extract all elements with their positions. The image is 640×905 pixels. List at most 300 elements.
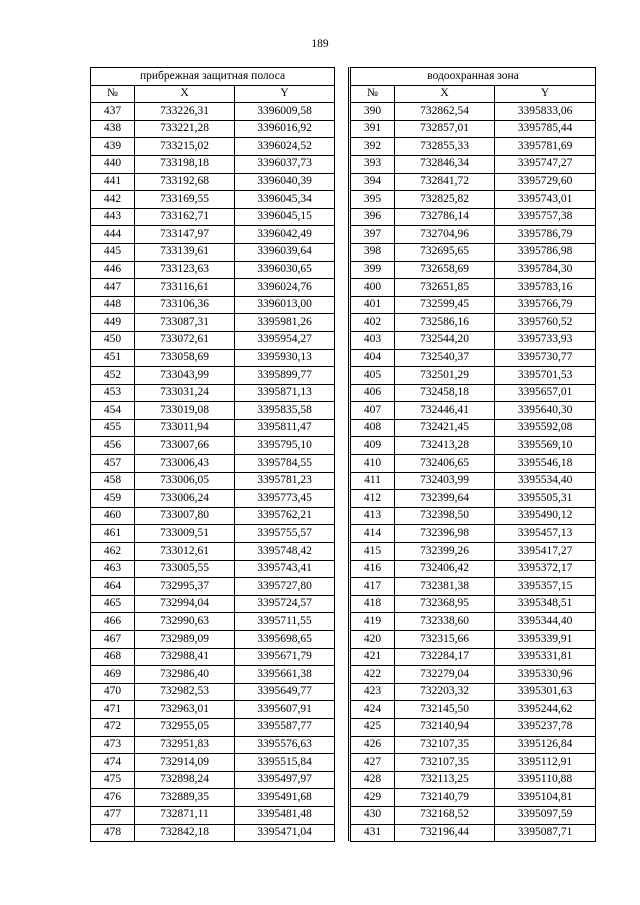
coordinate-x: 732898,24 bbox=[135, 771, 235, 789]
table-row bbox=[351, 525, 596, 543]
point-number: 424 bbox=[351, 701, 395, 719]
table-row bbox=[91, 736, 335, 754]
coordinate-y: 3395471,04 bbox=[235, 824, 335, 842]
coordinate-x: 733007,66 bbox=[135, 437, 235, 455]
table-row bbox=[91, 437, 335, 455]
coordinate-y: 3395781,69 bbox=[495, 138, 596, 156]
point-number: 413 bbox=[351, 507, 395, 525]
coordinate-y: 3395657,01 bbox=[495, 384, 596, 402]
coordinate-x: 733006,43 bbox=[135, 455, 235, 473]
coordinate-x: 732140,94 bbox=[395, 718, 495, 736]
coordinate-x: 732544,20 bbox=[395, 331, 495, 349]
coordinate-y: 3395505,31 bbox=[495, 490, 596, 508]
coordinate-y: 3395773,45 bbox=[235, 490, 335, 508]
coordinate-x: 732107,35 bbox=[395, 736, 495, 754]
point-number: 391 bbox=[351, 120, 395, 138]
point-number: 393 bbox=[351, 155, 395, 173]
column-header-x: X bbox=[135, 85, 235, 103]
coordinate-y: 3396024,76 bbox=[235, 279, 335, 297]
coordinate-y: 3396016,92 bbox=[235, 120, 335, 138]
point-number: 430 bbox=[351, 806, 395, 824]
coordinate-x: 732406,65 bbox=[395, 455, 495, 473]
coordinate-y: 3395795,10 bbox=[235, 437, 335, 455]
point-number: 459 bbox=[91, 490, 135, 508]
table-row bbox=[91, 419, 335, 437]
coordinate-y: 3395481,48 bbox=[235, 806, 335, 824]
coordinate-x: 732203,32 bbox=[395, 683, 495, 701]
table-row bbox=[91, 754, 335, 772]
coordinate-y: 3396024,52 bbox=[235, 138, 335, 156]
table-row bbox=[351, 613, 596, 631]
coordinate-y: 3395747,27 bbox=[495, 155, 596, 173]
table-row bbox=[91, 103, 335, 121]
coordinate-y: 3395104,81 bbox=[495, 789, 596, 807]
coordinate-x: 732140,79 bbox=[395, 789, 495, 807]
coordinate-y: 3395743,01 bbox=[495, 191, 596, 209]
table-row bbox=[91, 806, 335, 824]
coordinate-x: 733007,80 bbox=[135, 507, 235, 525]
point-number: 405 bbox=[351, 367, 395, 385]
coordinate-y: 3395587,77 bbox=[235, 718, 335, 736]
point-number: 403 bbox=[351, 331, 395, 349]
table-row bbox=[91, 631, 335, 649]
coordinate-x: 733043,99 bbox=[135, 367, 235, 385]
coordinate-x: 732446,41 bbox=[395, 402, 495, 420]
point-number: 478 bbox=[91, 824, 135, 842]
table-row bbox=[91, 595, 335, 613]
table-row bbox=[91, 648, 335, 666]
point-number: 415 bbox=[351, 543, 395, 561]
point-number: 446 bbox=[91, 261, 135, 279]
table-row bbox=[351, 683, 596, 701]
coordinate-y: 3395491,68 bbox=[235, 789, 335, 807]
water-protection-zone-table bbox=[350, 67, 596, 842]
table-row bbox=[351, 226, 596, 244]
table-row bbox=[91, 120, 335, 138]
coordinate-y: 3395954,27 bbox=[235, 331, 335, 349]
coordinate-y: 3396009,58 bbox=[235, 103, 335, 121]
coordinate-x: 732196,44 bbox=[395, 824, 495, 842]
point-number: 464 bbox=[91, 578, 135, 596]
point-number: 418 bbox=[351, 595, 395, 613]
table-row bbox=[91, 701, 335, 719]
point-number: 397 bbox=[351, 226, 395, 244]
coordinate-y: 3395592,08 bbox=[495, 419, 596, 437]
table-row bbox=[351, 261, 596, 279]
point-number: 473 bbox=[91, 736, 135, 754]
table-row bbox=[351, 771, 596, 789]
point-number: 458 bbox=[91, 472, 135, 490]
table-row bbox=[91, 455, 335, 473]
coordinate-x: 732501,29 bbox=[395, 367, 495, 385]
coordinate-y: 3395755,57 bbox=[235, 525, 335, 543]
coordinate-y: 3395762,21 bbox=[235, 507, 335, 525]
table-row bbox=[351, 155, 596, 173]
point-number: 423 bbox=[351, 683, 395, 701]
coordinate-x: 732651,85 bbox=[395, 279, 495, 297]
point-number: 467 bbox=[91, 631, 135, 649]
coordinate-x: 732145,50 bbox=[395, 701, 495, 719]
coordinate-x: 732842,18 bbox=[135, 824, 235, 842]
point-number: 441 bbox=[91, 173, 135, 191]
coordinate-y: 3395981,26 bbox=[235, 314, 335, 332]
coordinate-y: 3395490,12 bbox=[495, 507, 596, 525]
table-row bbox=[351, 543, 596, 561]
coordinate-x: 732338,60 bbox=[395, 613, 495, 631]
coordinate-x: 732406,42 bbox=[395, 560, 495, 578]
table-row bbox=[91, 173, 335, 191]
table-row bbox=[351, 314, 596, 332]
column-header-number: № bbox=[91, 85, 135, 103]
coordinate-x: 732399,64 bbox=[395, 490, 495, 508]
point-number: 460 bbox=[91, 507, 135, 525]
coordinate-y: 3395372,17 bbox=[495, 560, 596, 578]
coordinate-x: 733106,36 bbox=[135, 296, 235, 314]
table-row bbox=[351, 631, 596, 649]
coordinate-y: 3395301,63 bbox=[495, 683, 596, 701]
table-row bbox=[351, 331, 596, 349]
point-number: 421 bbox=[351, 648, 395, 666]
point-number: 407 bbox=[351, 402, 395, 420]
table-row bbox=[351, 419, 596, 437]
point-number: 448 bbox=[91, 296, 135, 314]
coordinate-y: 3395348,51 bbox=[495, 595, 596, 613]
coordinate-x: 732989,09 bbox=[135, 631, 235, 649]
coordinate-y: 3395786,98 bbox=[495, 243, 596, 261]
coordinate-y: 3396030,65 bbox=[235, 261, 335, 279]
coordinate-y: 3395457,13 bbox=[495, 525, 596, 543]
table-row bbox=[91, 613, 335, 631]
coordinate-y: 3395607,91 bbox=[235, 701, 335, 719]
coordinate-y: 3395833,06 bbox=[495, 103, 596, 121]
coordinate-x: 732315,66 bbox=[395, 631, 495, 649]
table-row bbox=[351, 806, 596, 824]
point-number: 410 bbox=[351, 455, 395, 473]
point-number: 463 bbox=[91, 560, 135, 578]
point-number: 468 bbox=[91, 648, 135, 666]
table-row bbox=[351, 384, 596, 402]
point-number: 408 bbox=[351, 419, 395, 437]
point-number: 392 bbox=[351, 138, 395, 156]
point-number: 399 bbox=[351, 261, 395, 279]
table-row bbox=[351, 138, 596, 156]
coordinate-x: 733169,55 bbox=[135, 191, 235, 209]
coordinate-x: 732413,28 bbox=[395, 437, 495, 455]
point-number: 416 bbox=[351, 560, 395, 578]
coordinate-x: 732284,17 bbox=[395, 648, 495, 666]
point-number: 411 bbox=[351, 472, 395, 490]
point-number: 425 bbox=[351, 718, 395, 736]
coordinate-y: 3395698,65 bbox=[235, 631, 335, 649]
point-number: 409 bbox=[351, 437, 395, 455]
table-row bbox=[91, 560, 335, 578]
table-row bbox=[351, 578, 596, 596]
point-number: 417 bbox=[351, 578, 395, 596]
coordinate-x: 732995,37 bbox=[135, 578, 235, 596]
coordinate-x: 732951,83 bbox=[135, 736, 235, 754]
table-row bbox=[351, 349, 596, 367]
coordinate-x: 732399,26 bbox=[395, 543, 495, 561]
coordinate-y: 3395835,58 bbox=[235, 402, 335, 420]
coordinate-y: 3395784,55 bbox=[235, 455, 335, 473]
coordinate-y: 3395786,79 bbox=[495, 226, 596, 244]
table-row bbox=[91, 402, 335, 420]
point-number: 462 bbox=[91, 543, 135, 561]
coordinate-x: 732982,53 bbox=[135, 683, 235, 701]
coordinate-x: 732381,38 bbox=[395, 578, 495, 596]
coordinate-x: 732421,45 bbox=[395, 419, 495, 437]
coordinate-y: 3395515,84 bbox=[235, 754, 335, 772]
table-row bbox=[351, 243, 596, 261]
coordinate-y: 3395785,44 bbox=[495, 120, 596, 138]
table-row bbox=[91, 490, 335, 508]
coordinate-y: 3395733,93 bbox=[495, 331, 596, 349]
coordinate-x: 732963,01 bbox=[135, 701, 235, 719]
coordinate-y: 3395649,77 bbox=[235, 683, 335, 701]
point-number: 461 bbox=[91, 525, 135, 543]
coordinate-y: 3395330,96 bbox=[495, 666, 596, 684]
table-title: водоохранная зона bbox=[351, 68, 596, 86]
point-number: 452 bbox=[91, 367, 135, 385]
table-row bbox=[91, 279, 335, 297]
coordinate-x: 732841,72 bbox=[395, 173, 495, 191]
point-number: 442 bbox=[91, 191, 135, 209]
coordinate-x: 733192,68 bbox=[135, 173, 235, 191]
coordinate-y: 3395743,41 bbox=[235, 560, 335, 578]
coordinate-y: 3395497,97 bbox=[235, 771, 335, 789]
table-row bbox=[91, 525, 335, 543]
point-number: 439 bbox=[91, 138, 135, 156]
coordinate-y: 3395729,60 bbox=[495, 173, 596, 191]
coordinate-y: 3395701,53 bbox=[495, 367, 596, 385]
coordinate-y: 3395727,80 bbox=[235, 578, 335, 596]
table-row bbox=[351, 560, 596, 578]
coordinate-y: 3395576,63 bbox=[235, 736, 335, 754]
table-row bbox=[91, 718, 335, 736]
table-row bbox=[91, 208, 335, 226]
column-header-number: № bbox=[351, 85, 395, 103]
coordinate-y: 3395339,91 bbox=[495, 631, 596, 649]
table-row bbox=[351, 191, 596, 209]
table-row bbox=[351, 666, 596, 684]
point-number: 449 bbox=[91, 314, 135, 332]
coordinate-x: 733162,71 bbox=[135, 208, 235, 226]
point-number: 469 bbox=[91, 666, 135, 684]
coordinate-x: 732825,82 bbox=[395, 191, 495, 209]
table-row bbox=[91, 666, 335, 684]
table-row bbox=[91, 191, 335, 209]
coordinate-y: 3395534,40 bbox=[495, 472, 596, 490]
coordinate-x: 733139,61 bbox=[135, 243, 235, 261]
point-number: 420 bbox=[351, 631, 395, 649]
coordinate-x: 733087,31 bbox=[135, 314, 235, 332]
coordinate-y: 3395546,18 bbox=[495, 455, 596, 473]
coordinate-x: 732695,65 bbox=[395, 243, 495, 261]
table-row bbox=[351, 789, 596, 807]
table-row bbox=[351, 120, 596, 138]
point-number: 437 bbox=[91, 103, 135, 121]
table-row bbox=[351, 701, 596, 719]
table-row bbox=[91, 296, 335, 314]
point-number: 445 bbox=[91, 243, 135, 261]
coordinate-x: 733147,97 bbox=[135, 226, 235, 244]
coastal-protection-strip-table bbox=[90, 67, 335, 842]
point-number: 474 bbox=[91, 754, 135, 772]
coordinate-y: 3396042,49 bbox=[235, 226, 335, 244]
table-row bbox=[91, 771, 335, 789]
table-row bbox=[91, 683, 335, 701]
point-number: 406 bbox=[351, 384, 395, 402]
coordinate-x: 732871,11 bbox=[135, 806, 235, 824]
table-row bbox=[351, 455, 596, 473]
table-title: прибрежная защитная полоса bbox=[91, 68, 335, 86]
table-row bbox=[351, 824, 596, 842]
point-number: 443 bbox=[91, 208, 135, 226]
table-row bbox=[351, 208, 596, 226]
coordinate-x: 733072,61 bbox=[135, 331, 235, 349]
table-row bbox=[351, 296, 596, 314]
coordinate-x: 732955,05 bbox=[135, 718, 235, 736]
coordinate-y: 3395244,62 bbox=[495, 701, 596, 719]
coordinate-y: 3395671,79 bbox=[235, 648, 335, 666]
coordinate-y: 3395640,30 bbox=[495, 402, 596, 420]
point-number: 456 bbox=[91, 437, 135, 455]
coordinate-x: 732846,34 bbox=[395, 155, 495, 173]
coordinate-x: 732988,41 bbox=[135, 648, 235, 666]
point-number: 475 bbox=[91, 771, 135, 789]
coordinate-x: 732857,01 bbox=[395, 120, 495, 138]
table-row bbox=[91, 226, 335, 244]
coordinate-x: 732107,35 bbox=[395, 754, 495, 772]
point-number: 454 bbox=[91, 402, 135, 420]
coordinate-y: 3395237,78 bbox=[495, 718, 596, 736]
coordinate-y: 3396040,39 bbox=[235, 173, 335, 191]
coordinate-y: 3395357,15 bbox=[495, 578, 596, 596]
table-row bbox=[91, 578, 335, 596]
coordinate-y: 3395748,42 bbox=[235, 543, 335, 561]
coordinate-y: 3395783,16 bbox=[495, 279, 596, 297]
coordinate-x: 732990,63 bbox=[135, 613, 235, 631]
point-number: 471 bbox=[91, 701, 135, 719]
table-row bbox=[91, 331, 335, 349]
coordinate-x: 733005,55 bbox=[135, 560, 235, 578]
coordinate-y: 3395097,59 bbox=[495, 806, 596, 824]
coordinate-x: 732914,09 bbox=[135, 754, 235, 772]
table-row bbox=[351, 736, 596, 754]
point-number: 422 bbox=[351, 666, 395, 684]
coordinate-x: 732368,95 bbox=[395, 595, 495, 613]
coordinate-y: 3395811,47 bbox=[235, 419, 335, 437]
table-row bbox=[91, 384, 335, 402]
point-number: 476 bbox=[91, 789, 135, 807]
point-number: 472 bbox=[91, 718, 135, 736]
coordinate-y: 3395344,40 bbox=[495, 613, 596, 631]
point-number: 394 bbox=[351, 173, 395, 191]
table-row bbox=[91, 349, 335, 367]
point-number: 438 bbox=[91, 120, 135, 138]
coordinate-x: 732994,04 bbox=[135, 595, 235, 613]
point-number: 396 bbox=[351, 208, 395, 226]
coordinate-x: 733006,24 bbox=[135, 490, 235, 508]
coordinate-x: 733226,31 bbox=[135, 103, 235, 121]
table-row bbox=[351, 437, 596, 455]
coordinate-x: 732986,40 bbox=[135, 666, 235, 684]
table-row bbox=[91, 138, 335, 156]
coordinate-x: 732786,14 bbox=[395, 208, 495, 226]
coordinate-x: 733012,61 bbox=[135, 543, 235, 561]
column-header-y: Y bbox=[235, 85, 335, 103]
coordinate-y: 3395781,23 bbox=[235, 472, 335, 490]
table-separator bbox=[334, 67, 349, 841]
point-number: 398 bbox=[351, 243, 395, 261]
point-number: 429 bbox=[351, 789, 395, 807]
coordinate-y: 3396045,15 bbox=[235, 208, 335, 226]
table-row bbox=[351, 173, 596, 191]
point-number: 426 bbox=[351, 736, 395, 754]
point-number: 419 bbox=[351, 613, 395, 631]
point-number: 466 bbox=[91, 613, 135, 631]
coordinate-x: 732279,04 bbox=[395, 666, 495, 684]
coordinate-x: 732396,98 bbox=[395, 525, 495, 543]
coordinate-x: 732168,52 bbox=[395, 806, 495, 824]
table-row bbox=[91, 824, 335, 842]
point-number: 428 bbox=[351, 771, 395, 789]
page-number: 189 bbox=[311, 38, 329, 50]
table-row bbox=[91, 155, 335, 173]
table-row bbox=[351, 279, 596, 297]
point-number: 477 bbox=[91, 806, 135, 824]
point-number: 401 bbox=[351, 296, 395, 314]
point-number: 427 bbox=[351, 754, 395, 772]
point-number: 450 bbox=[91, 331, 135, 349]
coordinate-x: 733123,63 bbox=[135, 261, 235, 279]
point-number: 470 bbox=[91, 683, 135, 701]
coordinate-x: 733009,51 bbox=[135, 525, 235, 543]
coordinate-y: 3395760,52 bbox=[495, 314, 596, 332]
table-row bbox=[351, 103, 596, 121]
point-number: 453 bbox=[91, 384, 135, 402]
coordinate-y: 3395110,88 bbox=[495, 771, 596, 789]
coordinate-y: 3395784,30 bbox=[495, 261, 596, 279]
coordinate-y: 3395724,57 bbox=[235, 595, 335, 613]
coordinate-x: 733019,08 bbox=[135, 402, 235, 420]
point-number: 465 bbox=[91, 595, 135, 613]
coordinate-x: 733006,05 bbox=[135, 472, 235, 490]
coordinate-y: 3395112,91 bbox=[495, 754, 596, 772]
table-row bbox=[351, 648, 596, 666]
point-number: 447 bbox=[91, 279, 135, 297]
point-number: 451 bbox=[91, 349, 135, 367]
table-row bbox=[91, 314, 335, 332]
point-number: 444 bbox=[91, 226, 135, 244]
point-number: 457 bbox=[91, 455, 135, 473]
coordinate-x: 732658,69 bbox=[395, 261, 495, 279]
table-row bbox=[351, 507, 596, 525]
coordinate-y: 3396045,34 bbox=[235, 191, 335, 209]
coordinate-y: 3396013,00 bbox=[235, 296, 335, 314]
coordinate-y: 3395569,10 bbox=[495, 437, 596, 455]
coordinate-x: 732855,33 bbox=[395, 138, 495, 156]
point-number: 402 bbox=[351, 314, 395, 332]
coordinate-y: 3395871,13 bbox=[235, 384, 335, 402]
point-number: 455 bbox=[91, 419, 135, 437]
coordinate-x: 733011,94 bbox=[135, 419, 235, 437]
coordinate-y: 3395661,38 bbox=[235, 666, 335, 684]
coordinate-x: 732586,16 bbox=[395, 314, 495, 332]
coordinate-x: 733215,02 bbox=[135, 138, 235, 156]
coordinate-x: 733221,28 bbox=[135, 120, 235, 138]
column-header-y: Y bbox=[495, 85, 596, 103]
